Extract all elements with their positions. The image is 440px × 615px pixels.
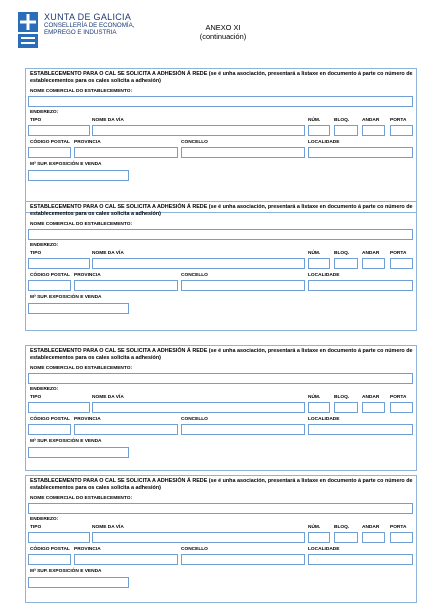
type-field[interactable]: [28, 258, 90, 269]
label-trade-name: NOME COMERCIAL DO ESTABLECEMENTO:: [30, 222, 133, 227]
label-postal-code: CÓDIGO POSTAL: [30, 417, 70, 422]
label-block: BLOQ.: [334, 251, 350, 256]
label-street: NOME DA VÍA: [92, 251, 124, 256]
floor-field[interactable]: [362, 258, 385, 269]
label-address: ENDEREZO:: [30, 110, 59, 115]
floor-field[interactable]: [362, 532, 385, 543]
page-header: [0, 0, 440, 60]
postal-code-field[interactable]: [28, 424, 71, 435]
label-door: PORTA: [390, 395, 407, 400]
label-trade-name: NOME COMERCIAL DO ESTABLECEMENTO:: [30, 89, 133, 94]
floor-field[interactable]: [362, 125, 385, 136]
province-field[interactable]: [74, 147, 178, 158]
section-title: ESTABLECEMENTO PARA O CAL SE SOLICITA A ADHESIÓN Á REDE (se é unha asociación, presentará a listaxe en documento á parte co número de establecementos para os cales solicita a adhesión): [30, 348, 413, 362]
block-field[interactable]: [334, 402, 358, 413]
label-surface: Mª SUP. EXPOSICIÓN E VENDA: [30, 295, 102, 300]
door-field[interactable]: [390, 125, 413, 136]
annex-heading: [190, 23, 256, 42]
door-field[interactable]: [390, 402, 413, 413]
type-field[interactable]: [28, 402, 90, 413]
number-field[interactable]: [308, 532, 330, 543]
label-type: TIPO: [30, 251, 42, 256]
street-field[interactable]: [92, 402, 305, 413]
municipality-field[interactable]: [181, 147, 305, 158]
label-address: ENDEREZO:: [30, 243, 59, 248]
door-field[interactable]: [390, 532, 413, 543]
label-municipality: CONCELLO: [181, 273, 208, 278]
dept-line-2: EMPREGO E INDUSTRIA: [44, 29, 117, 37]
establishment-section-2: [25, 201, 417, 331]
label-surface: Mª SUP. EXPOSICIÓN E VENDA: [30, 569, 102, 574]
label-province: PROVINCIA: [74, 417, 101, 422]
province-field[interactable]: [74, 554, 178, 565]
trade-name-field[interactable]: [28, 373, 413, 384]
label-province: PROVINCIA: [74, 273, 101, 278]
postal-code-field[interactable]: [28, 147, 71, 158]
type-field[interactable]: [28, 125, 90, 136]
locality-field[interactable]: [308, 147, 413, 158]
number-field[interactable]: [308, 402, 330, 413]
label-number: NÚM.: [308, 118, 321, 123]
label-door: PORTA: [390, 118, 407, 123]
label-address: ENDEREZO:: [30, 517, 59, 522]
label-street: NOME DA VÍA: [92, 395, 124, 400]
label-locality: LOCALIDADE: [308, 273, 340, 278]
label-locality: LOCALIDADE: [308, 417, 340, 422]
trade-name-field[interactable]: [28, 503, 413, 514]
label-locality: LOCALIDADE: [308, 140, 340, 145]
label-number: NÚM.: [308, 525, 321, 530]
label-type: TIPO: [30, 525, 42, 530]
label-door: PORTA: [390, 525, 407, 530]
section-title: ESTABLECEMENTO PARA O CAL SE SOLICITA A ADHESIÓN Á REDE (se é unha asociación, presentará a listaxe en documento á parte co número de establecementos para os cales solicita a adhesión): [30, 71, 413, 85]
number-field[interactable]: [308, 125, 330, 136]
label-postal-code: CÓDIGO POSTAL: [30, 140, 70, 145]
surface-field[interactable]: [28, 303, 129, 314]
province-field[interactable]: [74, 424, 178, 435]
surface-field[interactable]: [28, 577, 129, 588]
type-field[interactable]: [28, 532, 90, 543]
province-field[interactable]: [74, 280, 178, 291]
street-field[interactable]: [92, 258, 305, 269]
municipality-field[interactable]: [181, 280, 305, 291]
label-municipality: CONCELLO: [181, 417, 208, 422]
municipality-field[interactable]: [181, 424, 305, 435]
label-type: TIPO: [30, 118, 42, 123]
label-number: NÚM.: [308, 395, 321, 400]
label-floor: ANDAR: [362, 525, 380, 530]
label-province: PROVINCIA: [74, 140, 101, 145]
surface-field[interactable]: [28, 170, 129, 181]
annex-title: ANEXO XI: [205, 23, 241, 32]
label-postal-code: CÓDIGO POSTAL: [30, 547, 70, 552]
annex-subtitle: (continuación): [199, 32, 247, 42]
label-type: TIPO: [30, 395, 42, 400]
trade-name-field[interactable]: [28, 96, 413, 107]
label-surface: Mª SUP. EXPOSICIÓN E VENDA: [30, 162, 102, 167]
locality-field[interactable]: [308, 424, 413, 435]
locality-field[interactable]: [308, 554, 413, 565]
label-block: BLOQ.: [334, 395, 350, 400]
postal-code-field[interactable]: [28, 280, 71, 291]
establishment-section-1: [25, 68, 417, 213]
label-municipality: CONCELLO: [181, 140, 208, 145]
label-trade-name: NOME COMERCIAL DO ESTABLECEMENTO:: [30, 496, 133, 501]
block-field[interactable]: [334, 258, 358, 269]
label-floor: ANDAR: [362, 395, 380, 400]
label-locality: LOCALIDADE: [308, 547, 340, 552]
door-field[interactable]: [390, 258, 413, 269]
label-block: BLOQ.: [334, 525, 350, 530]
surface-field[interactable]: [28, 447, 129, 458]
label-trade-name: NOME COMERCIAL DO ESTABLECEMENTO:: [30, 366, 133, 371]
section-title: ESTABLECEMENTO PARA O CAL SE SOLICITA A ADHESIÓN Á REDE (se é unha asociación, presentará a listaxe en documento á parte co número de establecementos para os cales solicita a adhesión): [30, 478, 413, 492]
trade-name-field[interactable]: [28, 229, 413, 240]
label-door: PORTA: [390, 251, 407, 256]
label-block: BLOQ.: [334, 118, 350, 123]
label-floor: ANDAR: [362, 251, 380, 256]
establishment-section-4: [25, 475, 417, 603]
label-number: NÚM.: [308, 251, 321, 256]
label-surface: Mª SUP. EXPOSICIÓN E VENDA: [30, 439, 102, 444]
street-field[interactable]: [92, 532, 305, 543]
label-postal-code: CÓDIGO POSTAL: [30, 273, 70, 278]
block-field[interactable]: [334, 125, 358, 136]
municipality-field[interactable]: [181, 554, 305, 565]
label-floor: ANDAR: [362, 118, 380, 123]
locality-field[interactable]: [308, 280, 413, 291]
block-field[interactable]: [334, 532, 358, 543]
section-title: ESTABLECEMENTO PARA O CAL SE SOLICITA A ADHESIÓN Á REDE (se é unha asociación, presentará a listaxe en documento á parte co número de establecementos para os cales solicita a adhesión): [30, 204, 413, 218]
number-field[interactable]: [308, 258, 330, 269]
street-field[interactable]: [92, 125, 305, 136]
label-province: PROVINCIA: [74, 547, 101, 552]
dept-line-1: CONSELLERÍA DE ECONOMÍA,: [44, 22, 135, 30]
label-street: NOME DA VÍA: [92, 525, 124, 530]
label-address: ENDEREZO:: [30, 387, 59, 392]
xunta-cross-icon: [18, 12, 38, 48]
org-name: XUNTA DE GALICIA: [44, 12, 132, 22]
establishment-section-3: [25, 345, 417, 471]
postal-code-field[interactable]: [28, 554, 71, 565]
floor-field[interactable]: [362, 402, 385, 413]
label-street: NOME DA VÍA: [92, 118, 124, 123]
label-municipality: CONCELLO: [181, 547, 208, 552]
organization-block: [44, 12, 134, 37]
